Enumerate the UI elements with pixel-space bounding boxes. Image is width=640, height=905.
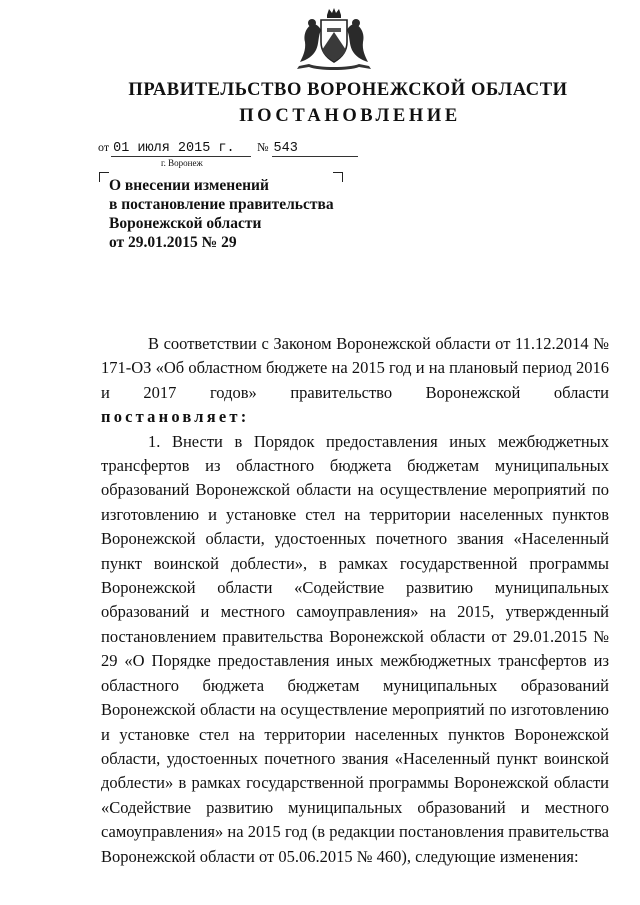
preamble-text: В соответствии с Законом Воронежской области от 11.12.2014 № 171-ОЗ «Об областном бюджете на 2015 год и на плановый период 2016 и 2017 годов» правительство Воронежской области: [101, 334, 609, 402]
subject-block: [109, 176, 349, 252]
coat-of-arms-icon: [291, 6, 377, 72]
number-value: 543: [272, 142, 358, 157]
date-label: от: [98, 140, 110, 154]
subject-corner-left: [99, 172, 109, 182]
government-title: ПРАВИТЕЛЬСТВО ВОРОНЕЖСКОЙ ОБЛАСТИ: [128, 80, 568, 100]
subject-line: от 29.01.2015 № 29: [109, 234, 237, 251]
subject-line: Воронежской области: [109, 215, 262, 232]
number-label: №: [257, 140, 269, 154]
city-label: г. Воронеж: [161, 158, 203, 168]
date-number-line: [98, 140, 358, 157]
subject-line: в постановление правительства: [109, 196, 334, 213]
body-paragraph-preamble: [101, 332, 609, 430]
date-value: 01 июля 2015 г.: [111, 142, 251, 157]
document-type: ПОСТАНОВЛЕНИЕ: [239, 106, 461, 126]
body-paragraph-item-1: 1. Внести в Порядок предоставления иных межбюджетных трансфертов из областного бюджета бюджетам муниципальных образований Воронежской области на осуществление мероприятий по изготовлению и установке стел на территории населенных пунктов Воронежской области, удостоенных почетного звания «Населенный пункт воинской доблести», в рамках государственной программы Воронежской области «Содействие развитию муниципальных образований и местного самоуправления» на 2015, утвержденный постановлением правительства Воронежской области от 29.01.2015 № 29 «О Порядке предоставления иных межбюджетных трансфертов из областного бюджета бюджетам муниципальных образований Воронежской области на осуществление мероприятий по изготовлению и установке стел на территории населенных пунктов Воронежской области, удостоенных почетного звания «Населенный пункт воинской доблести» в рамках государственной программы Воронежской области «Содействие развитию муниципальных образований и местного самоуправления» на 2015 год (в редакции постановления правительства Воронежской области от 05.06.2015 № 460), следующие изменения:: [101, 431, 609, 866]
subject-line: О внесении изменений: [109, 177, 269, 194]
document-body: [101, 332, 609, 869]
resolves-word: постановляет:: [101, 407, 250, 427]
